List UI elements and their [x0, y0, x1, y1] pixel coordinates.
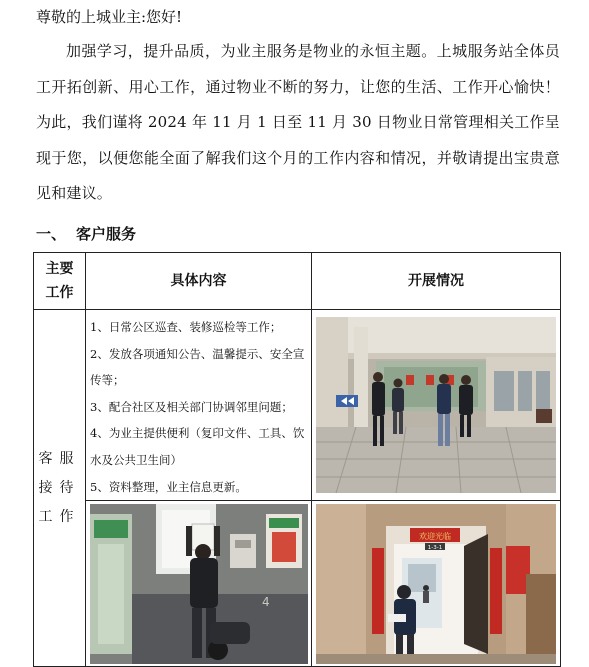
list-item: 2、发放各项通知公告、温馨提示、安全宣传等；: [90, 346, 305, 388]
table-header-row: [34, 253, 561, 310]
list-item: 4、为业主提供便利（复印文件、工具、饮水及公共卫生间）: [90, 426, 305, 467]
table-row: [34, 501, 561, 667]
category-label: 客服接待工作: [38, 450, 81, 525]
section-heading: [36, 223, 136, 245]
doorway-inspection-photo: [316, 504, 556, 664]
photo-cell-doorway: [312, 501, 561, 667]
list-item: 1、日常公区巡查、装修巡检等工作；: [90, 320, 282, 334]
door-plaque-label: 1-3-1: [427, 544, 443, 551]
posting-notice-photo: [90, 504, 308, 664]
photo-cell-entrance: [312, 310, 561, 501]
header-category: [34, 253, 86, 310]
category-cell: [34, 310, 86, 667]
header-category-line2: 工作: [45, 285, 74, 301]
intro-paragraph: 加强学习，提升品质，为业主服务是物业的永恒主题。上城服务站全体员工开拓创新、用心工作，通过物业不断的努力，让您的生活、工作开心愉快！为此，我们谨将 2024 年 11 月 1 日至 11 月 30 日物业日常管理相关工作呈现于您，以便您能全面了解我们这个月的工作内容和情况，并敬请提出宝贵意见和建议。: [36, 42, 560, 203]
door-sign-label: 欢迎光临: [419, 531, 451, 541]
table-row: [34, 310, 561, 501]
header-content: 具体内容: [86, 253, 312, 310]
section-title: 客户服务: [76, 225, 137, 243]
greeting: 尊敬的上城业主:您好!: [36, 8, 183, 26]
content-cell: [86, 310, 312, 501]
work-report-table: [33, 252, 561, 667]
list-item: 5、资料整理，业主信息更新。: [90, 479, 247, 494]
header-category-line1: 主要: [45, 261, 74, 277]
section-number: 一、: [36, 225, 67, 243]
svg-text:4: 4: [261, 594, 270, 609]
photo-cell-posting: [86, 501, 312, 667]
list-item: 3、配合社区及相关部门协调邻里问题；: [90, 399, 293, 414]
header-status: 开展情况: [312, 253, 561, 310]
entrance-photo: [316, 317, 556, 493]
